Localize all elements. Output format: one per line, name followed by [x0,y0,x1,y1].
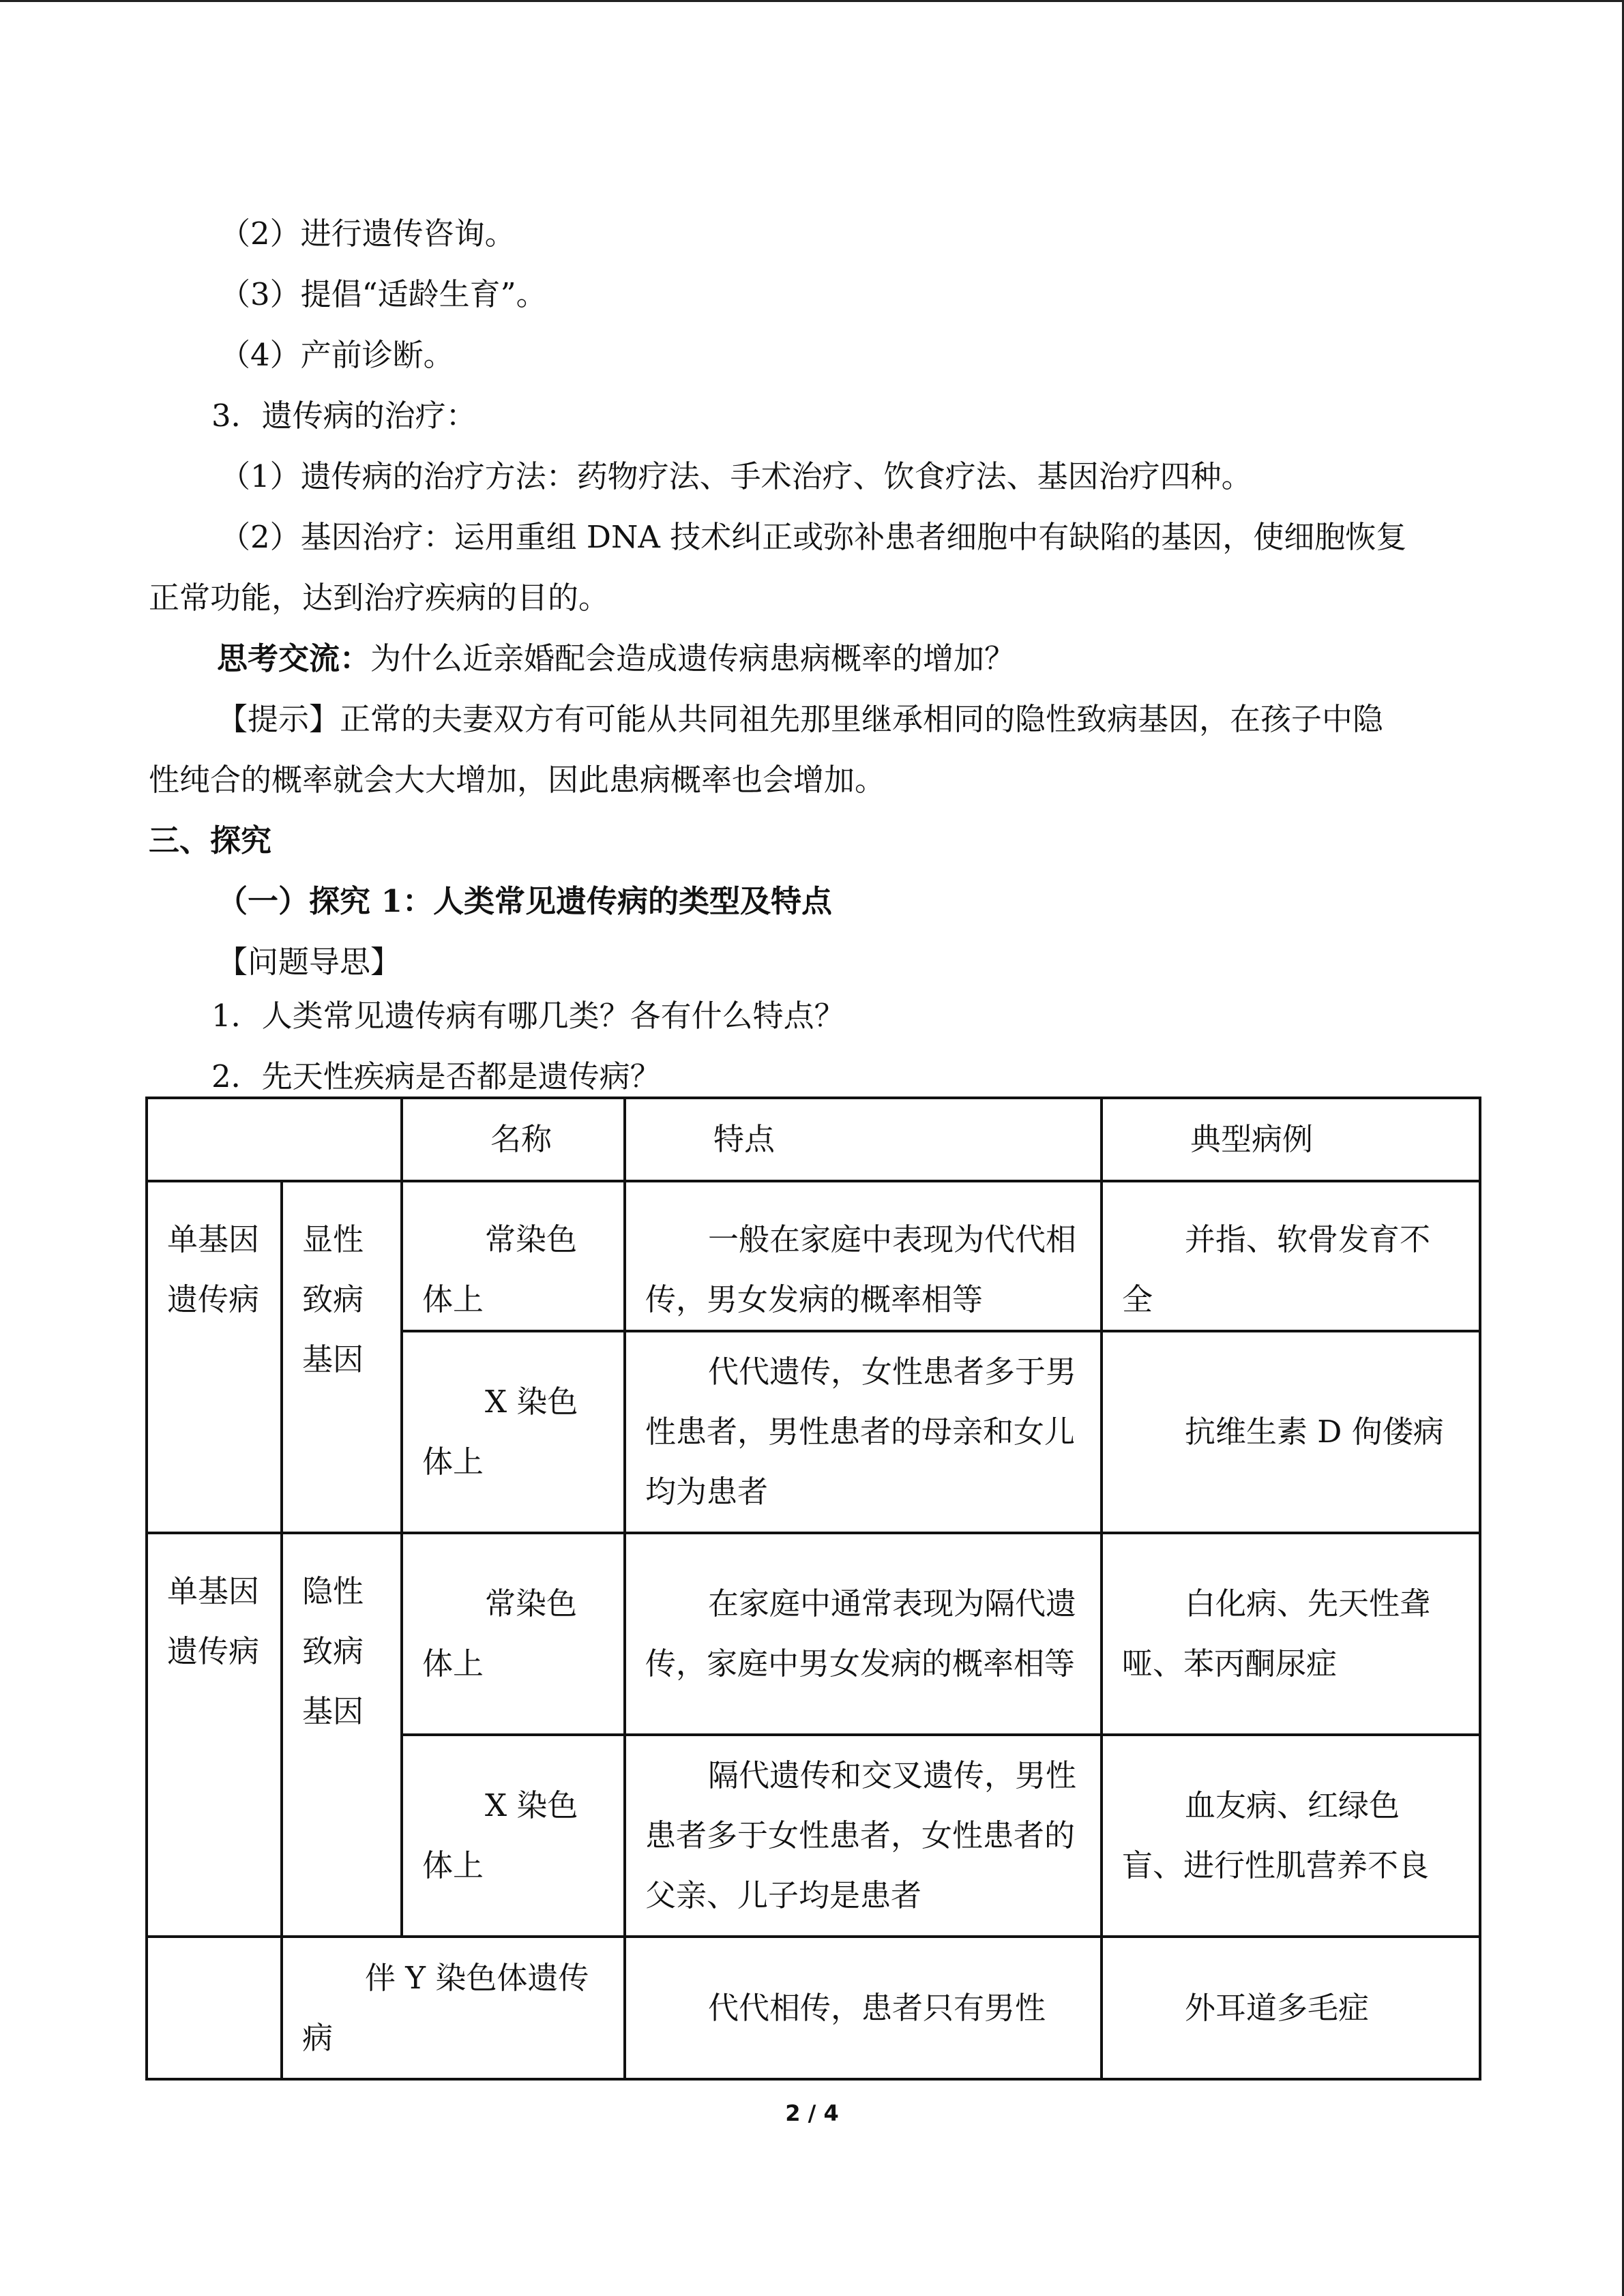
gene-type-cell: 隐性致病基因 [282,1533,402,1937]
table-header-example: 典型病例 [1102,1098,1480,1181]
text-line: 【问题导思】 [217,944,402,980]
table-row [147,1533,1480,1735]
subsection-heading: （一）探究 1：人类常见遗传病的类型及特点 [217,883,832,919]
table-row [147,1181,1480,1331]
text-line: 1．人类常见遗传病有哪几类？各有什么特点？ [211,998,845,1034]
text-line: 2．先天性疾病是否都是遗传病？ [211,1058,661,1094]
text-line: 性纯合的概率就会大大增加，因此患病概率也会增加。 [149,762,886,798]
chromosome-cell: 伴 Y 染色体遗传病 [282,1937,625,2079]
feature-cell: 代代相传，患者只有男性 [625,1937,1102,2079]
table-row [147,1937,1480,2079]
disease-type-cell: 单基因遗传病 [147,1533,282,1937]
table-header-row [147,1098,1480,1181]
table-header-feature: 特点 [625,1098,1102,1181]
page-border-top [0,0,1624,2]
think-discuss-text: 为什么近亲婚配会造成遗传病患病概率的增加？ [370,640,1016,676]
feature-cell: 在家庭中通常表现为隔代遗传，家庭中男女发病的概率相等 [625,1533,1102,1735]
feature-cell: 隔代遗传和交叉遗传，男性患者多于女性患者，女性患者的父亲、儿子均是患者 [625,1735,1102,1937]
example-cell: 并指、软骨发育不全 [1102,1181,1480,1331]
example-cell: 血友病、红绿色盲、进行性肌营养不良 [1102,1735,1480,1937]
text-line: （4）产前诊断。 [220,337,454,373]
text-line: 正常功能，达到治疗疾病的目的。 [149,580,610,616]
feature-cell: 代代遗传，女性患者多于男性患者，男性患者的母亲和女儿均为患者 [625,1331,1102,1533]
page-number: 2 / 4 [785,2100,839,2126]
think-discuss-line [217,638,1015,679]
example-cell: 白化病、先天性聋哑、苯丙酮尿症 [1102,1533,1480,1735]
text-line: （2）基因治疗：运用重组 DNA 技术纠正或弥补患者细胞中有缺陷的基因，使细胞恢复 [220,519,1407,555]
section-heading: 三、探究 [149,822,272,859]
text-line: 【提示】正常的夫妻双方有可能从共同祖先那里继承相同的隐性致病基因，在孩子中隐 [217,701,1384,737]
text-line: 3．遗传病的治疗： [211,398,477,434]
chromosome-cell: 常染色体上 [402,1181,625,1331]
think-discuss-label: 思考交流： [217,640,371,676]
chromosome-cell: X 染色体上 [402,1735,625,1937]
text-line: （3）提倡“适龄生育”。 [220,276,547,312]
text-line: （2）进行遗传咨询。 [220,215,516,252]
empty-cell [147,1937,282,2079]
table-header-name: 名称 [402,1098,625,1181]
genetic-disease-table [145,1097,1481,2081]
example-cell: 抗维生素 D 佝偻病 [1102,1331,1480,1533]
text-line: （1）遗传病的治疗方法：药物疗法、手术治疗、饮食疗法、基因治疗四种。 [220,458,1252,494]
gene-type-cell: 显性致病基因 [282,1181,402,1533]
chromosome-cell: 常染色体上 [402,1533,625,1735]
example-cell: 外耳道多毛症 [1102,1937,1480,2079]
table-header-empty [147,1098,402,1181]
chromosome-cell: X 染色体上 [402,1331,625,1533]
feature-cell: 一般在家庭中表现为代代相传，男女发病的概率相等 [625,1181,1102,1331]
disease-type-cell: 单基因遗传病 [147,1181,282,1533]
